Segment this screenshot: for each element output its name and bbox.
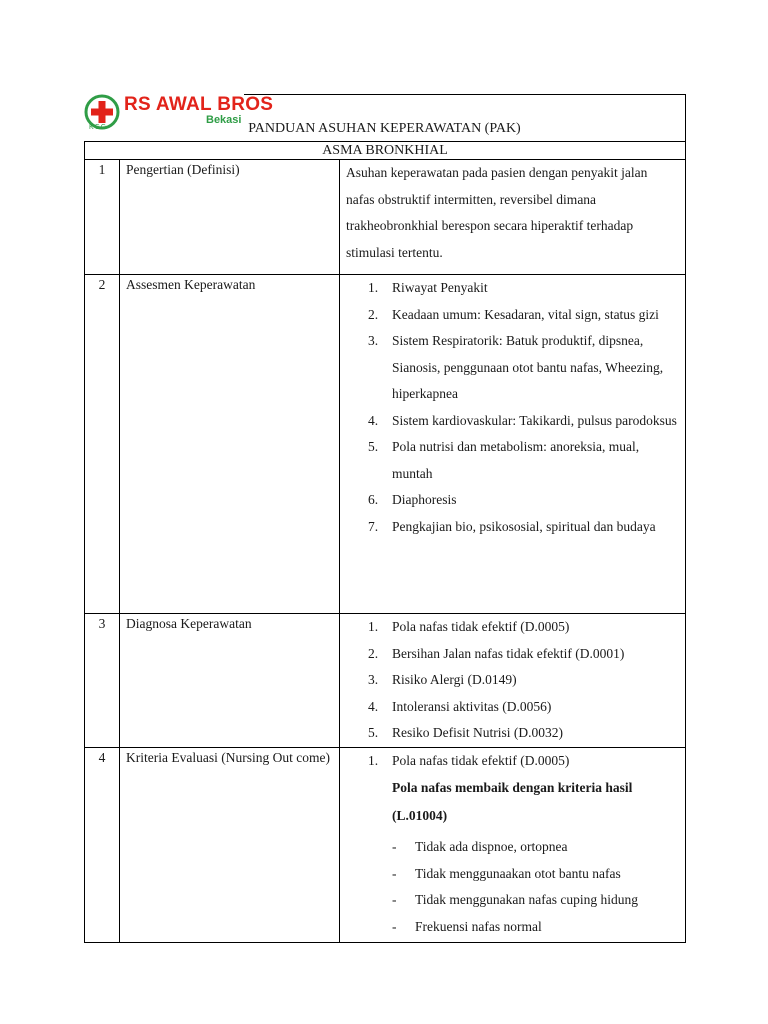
list-item: 1. Pola nafas tidak efektif (D.0005): [368, 619, 570, 634]
logo-name: RS AWAL BROS: [124, 94, 274, 115]
logo-sub: KCC: [89, 124, 107, 131]
definition-text: Asuhan keperawatan pada pasien dengan penyakit jalan nafas obstruktif intermitten, reversibel dimana trakheobronkhial berespon secara hiperaktif terhadap stimulasi tertentu.: [346, 165, 648, 260]
assessment-list: [346, 275, 679, 540]
list-item: 7. Pengkajian bio, psikososial, spiritual dan budaya: [368, 518, 656, 534]
row-number: 4: [85, 747, 120, 942]
row-label: Kriteria Evaluasi (Nursing Out come): [120, 747, 340, 942]
list-item: 2. Keadaan umum: Kesadaran, vital sign, status gizi: [368, 306, 659, 322]
list-item: 5. Pola nutrisi dan metabolism: anoreksia, mual, muntah: [368, 439, 640, 481]
table-row: [85, 275, 686, 614]
row-number: 3: [85, 614, 120, 748]
document-title: PANDUAN ASUHAN KEPERAWATAN (PAK): [248, 121, 521, 136]
row-content: [340, 160, 686, 275]
table-row: [85, 614, 686, 748]
pak-table: [84, 159, 686, 943]
list-item: 2. Bersihan Jalan nafas tidak efektif (D.0001): [368, 645, 625, 661]
list-item: 3. Sistem Respiratorik: Batuk produktif, dipsnea, Sianosis, penggunaan otot bantu nafas, Wheezing, hiperkapnea: [368, 333, 664, 401]
row-label: Pengertian (Definisi): [120, 160, 340, 275]
row-number: 1: [85, 160, 120, 275]
document-subtitle: ASMA BRONKHIAL: [84, 141, 686, 159]
row-label: Assesmen Keperawatan: [120, 275, 340, 614]
row-content: [340, 275, 686, 614]
list-item: 5. Resiko Defisit Nutrisi (D.0032): [368, 725, 563, 740]
diagnosis-list: [346, 614, 679, 747]
list-item: - Frekuensi nafas normal: [392, 918, 542, 934]
criteria-list: [346, 748, 679, 775]
list-item: 4. Intoleransi aktivitas (D.0056): [368, 698, 552, 714]
document: [84, 94, 686, 943]
list-item: 6. Diaphoresis: [368, 492, 457, 507]
outcome-heading: Pola nafas membaik dengan kriteria hasil (L.01004): [392, 780, 633, 823]
list-item: - Tidak menggunakan nafas cuping hidung: [392, 892, 638, 907]
list-item: 1. Pola nafas tidak efektif (D.0005): [368, 752, 570, 768]
list-item: 4. Sistem kardiovaskular: Takikardi, pulsus parodoksus: [368, 412, 677, 428]
row-number: 2: [85, 275, 120, 614]
list-item: - Tidak ada dispnoe, ortopnea: [392, 839, 568, 854]
list-item: - Tidak menggunaakan otot bantu nafas: [392, 865, 621, 881]
logo-city: Bekasi: [206, 114, 242, 126]
table-row: [85, 747, 686, 942]
header-cell: [244, 94, 686, 141]
row-content: [340, 614, 686, 748]
row-label: Diagnosa Keperawatan: [120, 614, 340, 748]
list-item: 1. Riwayat Penyakit: [368, 280, 488, 295]
row-content: [340, 747, 686, 942]
outcome-list: [346, 834, 679, 940]
list-item: 3. Risiko Alergi (D.0149): [368, 672, 517, 687]
table-row: [85, 160, 686, 275]
